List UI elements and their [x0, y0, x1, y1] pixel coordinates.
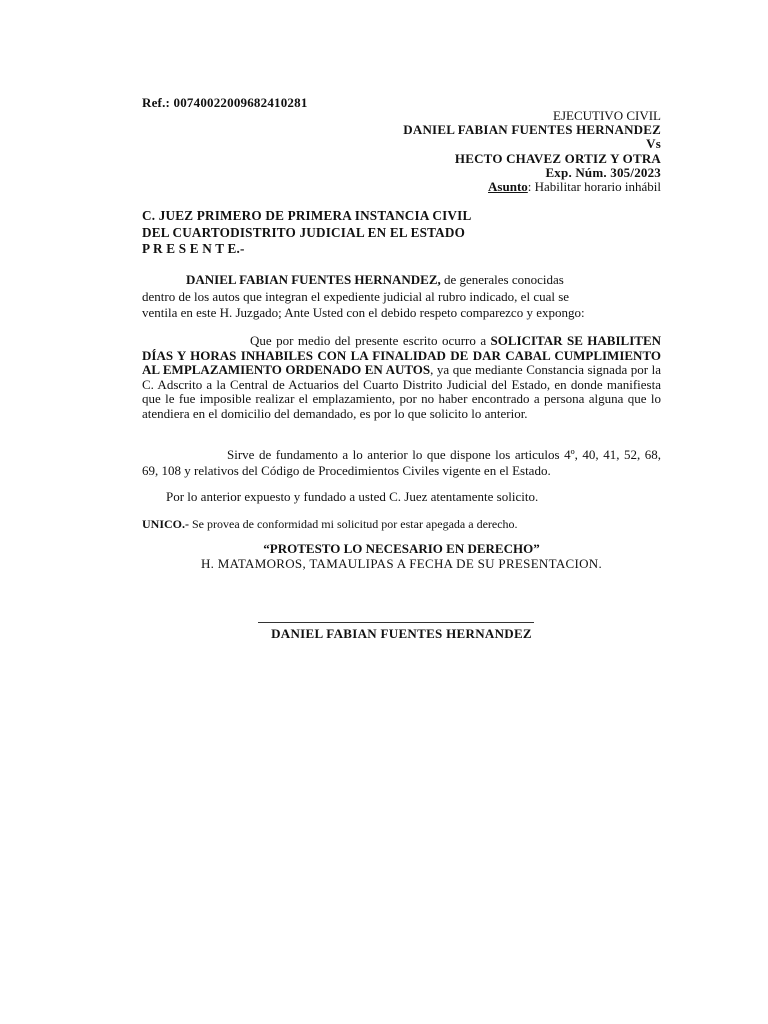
defendant-name: HECTO CHAVEZ ORTIZ Y OTRA — [454, 150, 661, 166]
case-header — [403, 109, 661, 194]
file-number: Exp. Núm. 305/2023 — [545, 164, 661, 180]
address-line-2: DEL CUARTODISTRITO JUDICIAL EN EL ESTADO — [142, 224, 466, 240]
signature-line — [258, 622, 534, 623]
request-paragraph — [142, 334, 661, 421]
subject-line — [403, 180, 661, 194]
intro-line-1-rest: de generales conocidas — [440, 272, 564, 287]
legal-basis-paragraph — [142, 447, 661, 479]
signature-name: DANIEL FABIAN FUENTES HERNANDEZ — [271, 626, 532, 641]
request-rest: , ya que mediante Constancia signada por la C. Adscrito a la Central de Actuarios del Cuarto Distrito Judicial del Estado, en donde manifiesta que le fue imposible realizar el emplazamiento, por no haber encontrado a persona alguna que lo atendiera en el domicilio del demandado, es por lo que solicito lo anterior. — [142, 362, 661, 421]
versus-label: Vs — [646, 136, 661, 152]
legal-basis-text: Sirve de fundamento a lo anterior lo que dispone los articulos 4º, 40, 41, 52, 68, 69, 108 y relativos del Código de Procedimientos Civiles vigente en el Estado. — [142, 447, 661, 478]
request-intro: Que por medio del presente escrito ocurro a — [250, 333, 491, 348]
intro-line-2: dentro de los autos que integran el expediente judicial al rubro indicado, el cual se — [142, 288, 570, 304]
reference-number: Ref.: 00740022009682410281 — [142, 95, 308, 110]
intro-line-3: ventila en este H. Juzgado; Ante Usted con el debido respeto comparezco y expongo: — [142, 305, 585, 321]
address-line-1: C. JUEZ PRIMERO DE PRIMERA INSTANCIA CIVIL — [142, 208, 472, 223]
subject-label: Asunto — [488, 179, 528, 195]
address-line-3: P R E S E N T E.- — [142, 241, 245, 256]
closing-motto: “PROTESTO LO NECESARIO EN DERECHO” — [263, 541, 540, 556]
closing-place-date: H. MATAMOROS, TAMAULIPAS A FECHA DE SU PRESENTACION. — [200, 556, 603, 571]
subject-value: : Habilitar horario inhábil — [527, 179, 661, 195]
petition-label: UNICO.- — [142, 517, 189, 531]
court-address — [142, 208, 471, 258]
intro-paragraph — [142, 272, 661, 322]
plaintiff-name: DANIEL FABIAN FUENTES HERNANDEZ — [403, 122, 661, 138]
request-emphasis: SOLICITAR SE HABILITEN DÍAS Y HORAS INHABILES CON LA FINALIDAD DE DAR CABAL CUMPLIMIENTO AL EMPLAZAMIENTO ORDENADO EN AUTOS — [142, 333, 661, 377]
conclusion-paragraph: Por lo anterior expuesto y fundado a usted C. Juez atentamente solicito. — [166, 489, 539, 504]
intro-line-1 — [142, 272, 661, 289]
case-type: EJECUTIVO CIVIL — [553, 108, 661, 123]
petition-text: Se provea de conformidad mi solicitud por estar apegada a derecho. — [189, 517, 518, 531]
petitioner-name: DANIEL FABIAN FUENTES HERNANDEZ, — [186, 272, 441, 287]
petition-point — [142, 517, 518, 532]
